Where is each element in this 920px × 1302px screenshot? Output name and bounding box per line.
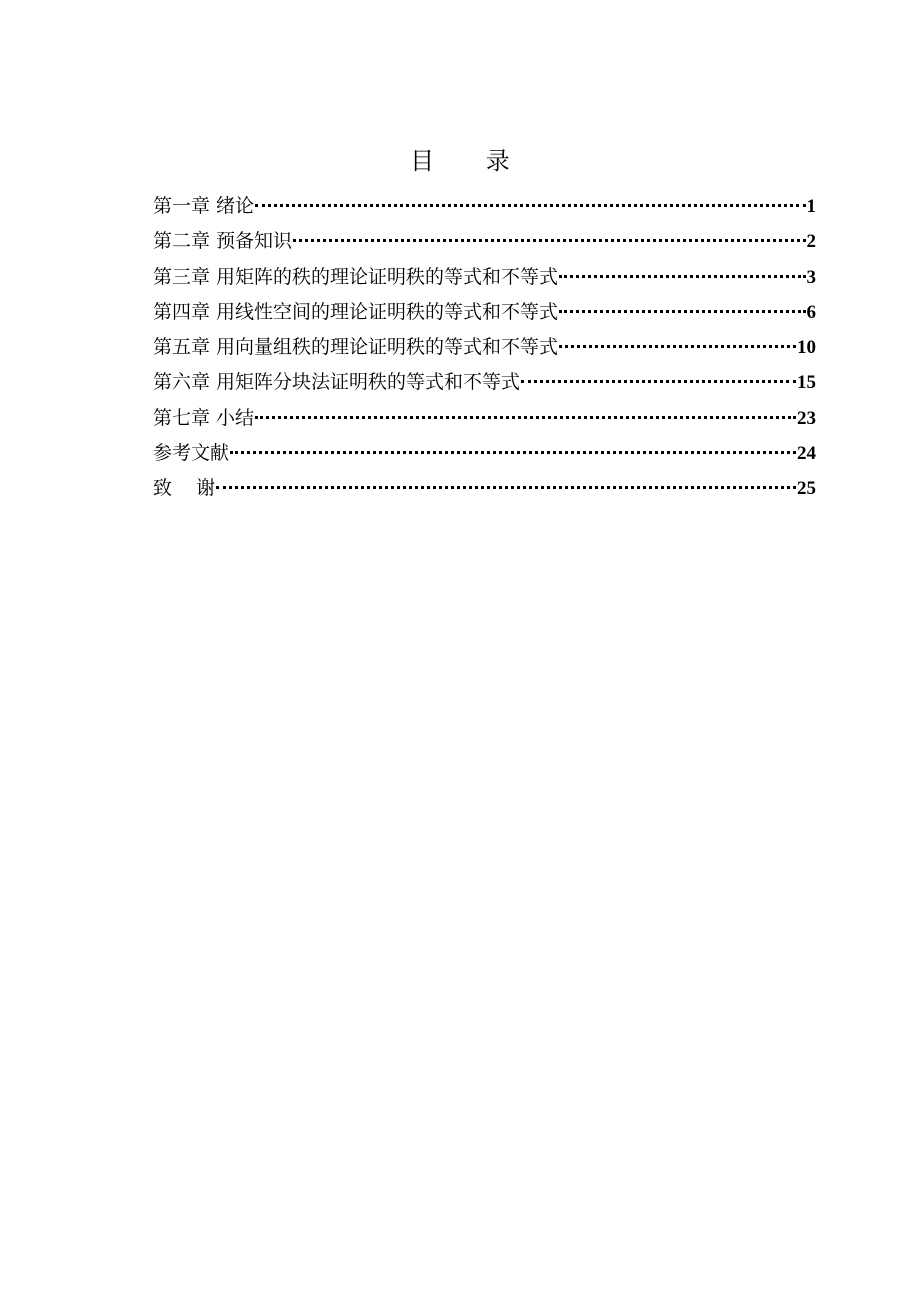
toc-entry-label: 第二章 预备知识 [153, 230, 293, 253]
toc-entry-page: 15 [797, 372, 816, 394]
toc-dot-leader [255, 416, 796, 419]
toc-entry[interactable] [153, 191, 816, 226]
toc-dot-leader [559, 345, 796, 348]
toc-entry-page: 3 [806, 266, 816, 288]
toc-entry-page: 24 [797, 443, 816, 465]
toc-entry[interactable] [153, 262, 816, 297]
toc-dot-leader [293, 239, 805, 242]
toc-entry-page: 2 [806, 231, 816, 253]
toc-dot-leader [559, 275, 805, 278]
toc-entry[interactable] [153, 297, 816, 332]
toc-entry-label: 第七章 小结 [153, 406, 255, 429]
toc-entry-page: 10 [797, 337, 816, 359]
toc-entry-page: 23 [797, 407, 816, 429]
toc-dot-leader [521, 380, 796, 383]
toc-entry-label: 第五章 用向量组秩的理论证明秩的等式和不等式 [153, 336, 559, 359]
toc-entry-page: 1 [806, 196, 816, 217]
toc-entry-page: 25 [797, 478, 816, 500]
toc-entry-label: 第四章 用线性空间的理论证明秩的等式和不等式 [153, 300, 559, 323]
toc-entry-page: 6 [806, 301, 816, 323]
toc-entry[interactable] [153, 473, 816, 508]
toc-entry-label: 第三章 用矩阵的秩的理论证明秩的等式和不等式 [153, 265, 559, 288]
toc-entry-label: 第一章 绪论 [153, 195, 255, 217]
toc-dot-leader [216, 486, 796, 489]
toc-entry[interactable] [153, 332, 816, 367]
table-of-contents [153, 191, 816, 509]
toc-entry[interactable] [153, 226, 816, 261]
toc-dot-leader [559, 310, 805, 313]
toc-dot-leader [255, 204, 805, 207]
toc-entry-label: 第六章 用矩阵分块法证明秩的等式和不等式 [153, 371, 521, 394]
toc-dot-leader [230, 451, 796, 454]
toc-title: 目 录 [410, 147, 532, 175]
toc-entry[interactable] [153, 367, 816, 402]
toc-entry[interactable] [153, 403, 816, 438]
toc-entry-label: 参考文献 [153, 442, 230, 465]
toc-entry[interactable] [153, 438, 816, 473]
toc-entry-label: 致 谢 [153, 477, 216, 500]
